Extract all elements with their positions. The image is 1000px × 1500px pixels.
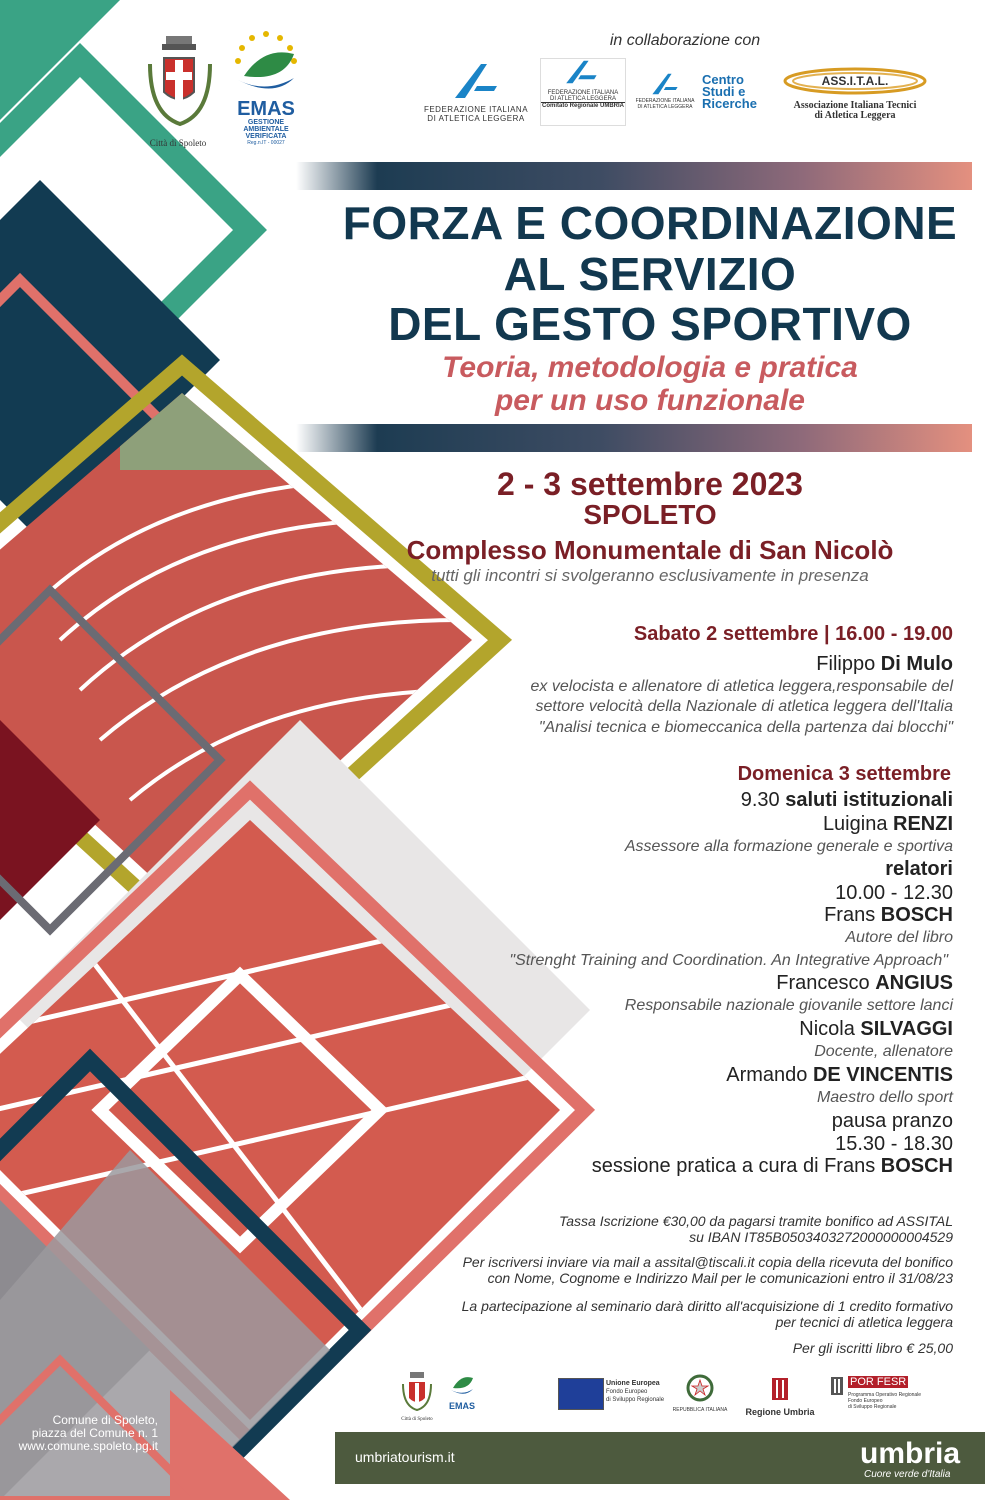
book-info: Per gli iscritti libro € 25,00: [792, 1340, 953, 1356]
regione-umbria-logo: [740, 1376, 820, 1417]
registration-line-1: Per iscriversi inviare via mail a assital@tiscali.it copia della ricevuta del bonifico: [462, 1254, 953, 1270]
fidal-umbria-line2: DI ATLETICA LEGGERA: [550, 96, 616, 102]
repubblica-label: REPUBBLICA ITALIANA: [672, 1407, 728, 1413]
afternoon-time: 15.30 - 18.30: [835, 1133, 953, 1155]
morning-time: 10.00 - 12.30: [835, 882, 953, 904]
comune-line-2: piazza del Comune n. 1: [31, 1426, 158, 1440]
collaboration-label: in collaborazione con: [609, 32, 761, 49]
saturday-speaker-first: Filippo: [816, 653, 881, 675]
assital-title: ASS.I.T.A.L.: [821, 74, 889, 88]
regione-umbria-label: Regione Umbria: [745, 1407, 815, 1417]
fee-line-2: su IBAN IT85B0503403272000000004529: [689, 1229, 953, 1245]
regione-umbria-icon: [770, 1376, 790, 1402]
bosch-last: BOSCH: [880, 904, 953, 926]
assital-logo: [780, 66, 930, 121]
emas-sub1: GESTIONE AMBIENTALE: [243, 119, 289, 133]
centro-studi-label: Centro Studi e Ricerche: [702, 72, 757, 111]
saturday-desc-2: settore velocità della Nazionale di atletica leggera dell'Italia: [535, 698, 953, 715]
saturday-talk: "Analisi tecnica e biomeccanica della partenza dai blocchi": [538, 719, 953, 736]
title-banner-top: [296, 162, 972, 190]
angius-role: Responsabile nazionale giovanile settore lanci: [624, 997, 953, 1014]
teal-shape: [0, 0, 120, 120]
silvaggi-first: Nicola: [799, 1018, 861, 1040]
bottom-spoleto-label: Città di Spoleto: [401, 1417, 433, 1422]
fidal-logo: [420, 62, 532, 123]
fidal-line1: FEDERAZIONE ITALIANA: [423, 105, 529, 114]
umbria-tagline: Cuore verde d'Italia: [864, 1469, 951, 1480]
pratica-name: BOSCH: [880, 1155, 953, 1177]
pratica-text: sessione pratica a cura di Frans: [591, 1155, 881, 1177]
porfesr-sub3: di Sviluppo Regionale: [848, 1404, 897, 1410]
centro-fidal-text: [632, 98, 698, 110]
bosch-book: "Strenght Training and Coordination. An Integrative Approach": [509, 952, 948, 969]
assital-sub2: di Atletica Leggera: [814, 110, 896, 121]
saturday-speaker-last: Di Mulo: [880, 653, 953, 675]
porfesr-label: POR FESR: [850, 1376, 907, 1388]
devincentis-last: DE VINCENTIS: [812, 1064, 953, 1086]
bottom-spoleto-crest-icon: [400, 1370, 434, 1412]
silvaggi-role: Docente, allenatore: [814, 1043, 953, 1060]
renzi-last: RENZI: [893, 813, 953, 835]
event-note: tutti gli incontri si svolgeranno esclusivamente in presenza: [431, 566, 869, 585]
angius-line: [776, 972, 953, 995]
eu-line-3: di Sviluppo Regionale: [606, 1397, 665, 1403]
bottom-emas-icon: [447, 1370, 477, 1396]
emas-sub2: VERIFICATA: [245, 133, 287, 140]
bosch-first: Frans: [824, 904, 881, 926]
pratica-line: [592, 1155, 953, 1178]
umbria-brand-logo: umbria: [860, 1437, 961, 1470]
title-line-2: AL SERVIZIO: [503, 248, 797, 300]
relatori-label: [885, 858, 953, 881]
fidal-icon: [451, 62, 501, 100]
bottom-spoleto-logo: [396, 1370, 438, 1422]
emas-logo: [228, 28, 304, 148]
credit-line-1: La partecipazione al seminario darà diritto all'acquisizione di 1 credito formativo: [461, 1298, 953, 1314]
bottom-emas-label: EMAS: [448, 1401, 475, 1411]
centro-studi-icon: [650, 72, 680, 96]
porfesr-sub1: Programma Operativo Regionale: [848, 1392, 922, 1398]
emas-stars-icon: [228, 28, 304, 94]
saluti-line: [741, 789, 953, 812]
registration-line-2: con Nome, Cognome e Indirizzo Mail per le comunicazioni entro il 31/08/23: [487, 1270, 953, 1286]
emas-reg: Reg.n.IT - 00027: [247, 140, 285, 146]
assital-sub1: Associazione Italiana Tecnici: [793, 100, 917, 111]
devincentis-first: Armando: [726, 1064, 813, 1086]
event-venue: Complesso Monumentale di San Nicolò: [406, 535, 894, 565]
fidal-umbria-line3: Comitato Regionale UMBRIA: [541, 103, 624, 109]
devincentis-role: Maestro dello sport: [816, 1089, 953, 1106]
eu-logo: [558, 1378, 668, 1408]
spoleto-logo: [138, 28, 218, 148]
fidal-line2: DI ATLETICA LEGGERA: [427, 114, 525, 123]
subtitle-line-1: Teoria, metodologia e pratica: [442, 351, 858, 384]
bottom-emas-logo: [444, 1370, 480, 1411]
umbriatourism-link[interactable]: umbriatourism.it: [355, 1449, 455, 1465]
title-banner-bottom: [296, 424, 972, 452]
porfesr-sub2: Fondo Europeo: [848, 1398, 883, 1404]
repubblica-logo: [672, 1374, 728, 1413]
eu-line-1: Unione Europea: [606, 1380, 660, 1387]
emas-title: EMAS: [237, 98, 295, 120]
sunday-heading: Domenica 3 settembre: [737, 763, 951, 785]
fee-line-1: Tassa Iscrizione €30,00 da pagarsi tramite bonifico ad ASSITAL: [558, 1213, 953, 1229]
saluti-time: 9.30: [740, 789, 786, 811]
pausa-label: pausa pranzo: [831, 1110, 953, 1132]
comune-line-1: Comune di Spoleto,: [52, 1413, 158, 1427]
fee-info: [559, 1213, 953, 1245]
centro-fidal-line2: DI ATLETICA LEGGERA: [637, 104, 693, 110]
renzi-first: Luigina: [822, 813, 893, 835]
eu-flag-icon: [558, 1378, 604, 1410]
event-city: SPOLETO: [583, 499, 717, 530]
eu-line-2: Fondo Europeo: [606, 1389, 648, 1395]
title-line-3: DEL GESTO SPORTIVO: [388, 298, 912, 350]
saturday-speaker: [816, 653, 953, 676]
event-dates: 2 - 3 settembre 2023: [497, 466, 803, 502]
silvaggi-line: [799, 1018, 953, 1041]
porfesr-crest-icon: [830, 1376, 844, 1398]
bosch-line: [824, 904, 953, 927]
fidal-umbria-line1: FEDERAZIONE ITALIANA: [547, 90, 619, 96]
renzi-line: [823, 813, 953, 836]
comune-url[interactable]: www.comune.spoleto.pg.it: [18, 1439, 158, 1453]
devincentis-line: [726, 1064, 953, 1087]
credit-info: [462, 1298, 953, 1330]
spoleto-crest-icon: [138, 28, 218, 133]
saluti-label: saluti istituzionali: [785, 789, 953, 811]
bosch-role: Autore del libro: [845, 929, 953, 946]
fidal-umbria-logo: [540, 58, 626, 126]
fidal-umbria-icon: [563, 59, 603, 85]
relatori-text: relatori: [885, 858, 953, 880]
centro-fidal-line1: FEDERAZIONE ITALIANA: [635, 98, 695, 104]
registration-info: [463, 1254, 953, 1286]
renzi-role: Assessore alla formazione generale e sportiva: [624, 838, 953, 855]
comune-address: [6, 1414, 158, 1453]
spoleto-label: Città di Spoleto: [149, 138, 207, 148]
angius-last: ANGIUS: [875, 972, 953, 994]
repubblica-emblem-icon: [686, 1374, 714, 1402]
credit-line-2: per tecnici di atletica leggera: [775, 1314, 953, 1330]
silvaggi-last: SILVAGGI: [860, 1018, 953, 1040]
saturday-desc-1: ex velocista e allenatore di atletica leggera,responsabile del: [530, 678, 953, 695]
subtitle-line-2: per un uso funzionale: [494, 384, 805, 417]
saturday-heading: Sabato 2 settembre | 16.00 - 19.00: [633, 623, 953, 645]
title-line-1: FORZA E COORDINAZIONE: [342, 197, 958, 249]
angius-first: Francesco: [776, 972, 876, 994]
